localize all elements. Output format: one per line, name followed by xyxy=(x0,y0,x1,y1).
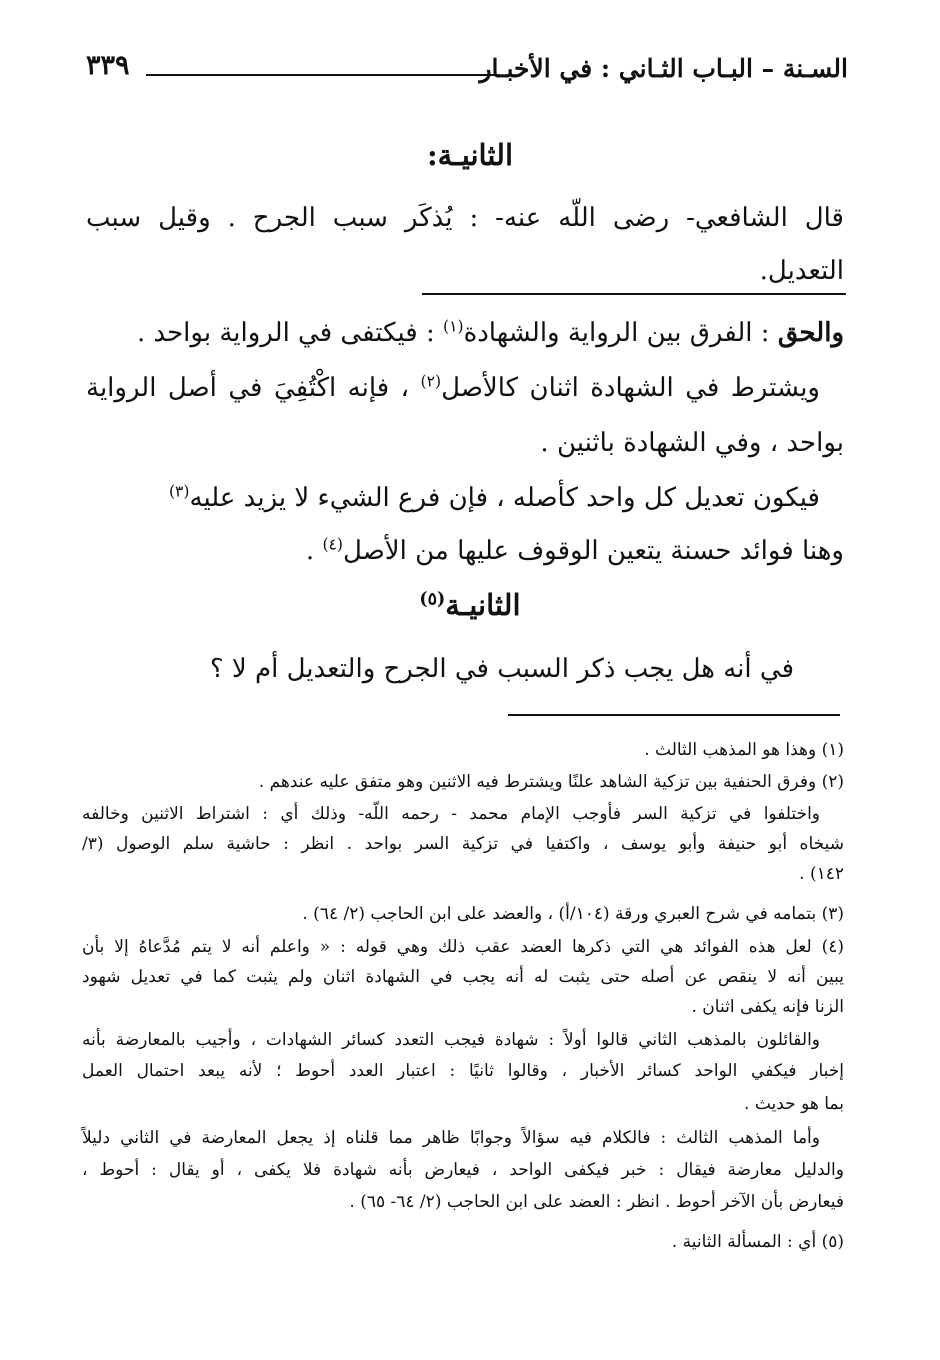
paragraph-2 xyxy=(86,318,844,349)
paragraph-1-line-2: التعديل. xyxy=(759,256,844,286)
footnote-4-line-3: الزنا فإنه يكفى اثنان . xyxy=(691,997,844,1017)
footnote-4-line-5: إخبار فيكفي الواحد كسائر الأخبار ، وقالوا ثانيًا : اعتبار العدد أحوط ؛ لأنه يبعد احتمال العمل xyxy=(82,1061,844,1081)
paragraph-3-text-b: ، فإنه اكْتُفِيَ في أصل الرواية xyxy=(86,373,421,403)
section-heading-second-question xyxy=(0,588,940,622)
footnote-4-line-1: (٤) لعل هذه الفوائد هي التي ذكرها العضد عقب ذلك وهي قوله : « واعلم أنه لا يتم مُدَّعاهُ إلا بأن xyxy=(82,937,844,957)
footnote-ref-5: (٥) xyxy=(419,589,446,610)
footnote-ref-1: (١) xyxy=(443,317,464,336)
footnote-ref-4: (٤) xyxy=(322,535,344,554)
footnote-4-line-6: بما هو حديث . xyxy=(744,1094,844,1114)
footnote-2-line-4: ١٤٢) . xyxy=(799,864,844,884)
section-divider xyxy=(422,293,846,295)
footnote-2-line-2: واختلفوا في تزكية السر فأوجب الإمام محمد - رحمه اللّه- وذلك أي : اشتراط الاثنين وخالفه xyxy=(82,804,820,824)
paragraph-3-line-2: بواحد ، وفي الشهادة باثنين . xyxy=(540,428,844,458)
footnote-ref-3: (٣) xyxy=(168,482,190,501)
paragraph-4-line-2 xyxy=(86,536,844,567)
paragraph-4-line-1 xyxy=(86,483,844,514)
heading-2-text: الثانيـة xyxy=(445,588,521,622)
footnote-4-line-2: يبين أنه لا ينقص عن أصله حتى يثبت له أنه يجب في الشهادة اثنان ولم يثبت كما في تعديل شهود xyxy=(82,967,844,987)
paragraph-5: في أنه هل يجب ذكر السبب في الجرح والتعديل أم لا ؟ xyxy=(209,654,794,684)
paragraph-3-text-a: ويشترط في الشهادة اثنان كالأصل xyxy=(441,373,820,403)
footnote-3: (٣) بتمامه في شرح العبري ورقة (١٠٤/أ) ، والعضد على ابن الحاجب (٢/ ٦٤) . xyxy=(302,904,844,924)
paragraph-2-end: : فيكتفى في الرواية بواحد . xyxy=(136,318,444,348)
paragraph-2-text: : الفرق بين الرواية والشهادة xyxy=(463,318,778,348)
page-number: ٣٣٩ xyxy=(86,50,130,81)
paragraph-3-line-1 xyxy=(86,373,844,404)
paragraph-2-lead: والحق xyxy=(777,318,844,348)
footnote-4-line-7: وأما المذهب الثالث : فالكلام فيه سؤالاً وجوابًا ظاهر مما قلناه إذ يجعل المعارضة في الثاني دليلاً xyxy=(82,1128,820,1148)
footnote-2-line-1: (٢) وفرق الحنفية بين تزكية الشاهد علنًا ويشترط فيه الاثنين وهو متفق عليه عندهم . xyxy=(258,772,844,792)
footnote-2-line-3: شيخاه أبو حنيفة وأبو يوسف ، واكتفيا في تزكية السر بواحد . انظر : حاشية سلم الوصول (٣/ xyxy=(82,834,844,854)
running-header-title: السـنة – البـاب الثـاني : في الأخبـار xyxy=(479,54,848,83)
section-heading-second: الثانيـة: xyxy=(426,138,514,172)
paragraph-4-text-a: فيكون تعديل كل واحد كأصله ، فإن فرع الشيء لا يزيد عليه xyxy=(189,483,820,513)
paragraph-4-text-b: وهنا فوائد حسنة يتعين الوقوف عليها من الأصل xyxy=(343,536,844,566)
footnote-ref-2: (٢) xyxy=(420,372,442,391)
paragraph-1-line-1: قال الشافعي- رضى اللّه عنه- : يُذكَر سبب الجرح . وقيل سبب xyxy=(86,203,844,233)
footnote-4-line-8: والدليل معارضة فيقال : خبر فيكفى الواحد ، فيعارض بأنه شهادة فلا يكفى ، أو يقال : أحوط ، xyxy=(82,1160,844,1180)
footnote-1: (١) وهذا هو المذهب الثالث . xyxy=(644,740,844,760)
header-rule xyxy=(146,74,498,76)
footnote-5: (٥) أي : المسألة الثانية . xyxy=(671,1232,844,1252)
footnote-4-line-9: فيعارض بأن الآخر أحوط . انظر : العضد على ابن الحاجب (٢/ ٦٤- ٦٥) . xyxy=(349,1192,844,1212)
paragraph-4-end: . xyxy=(305,536,323,566)
footnote-separator xyxy=(508,714,840,716)
footnote-4-line-4: والقائلون بالمذهب الثاني قالوا أولاً : شهادة فيجب التعدد كسائر الشهادات ، وأجيب بالمعارضة بأنه xyxy=(82,1030,820,1050)
